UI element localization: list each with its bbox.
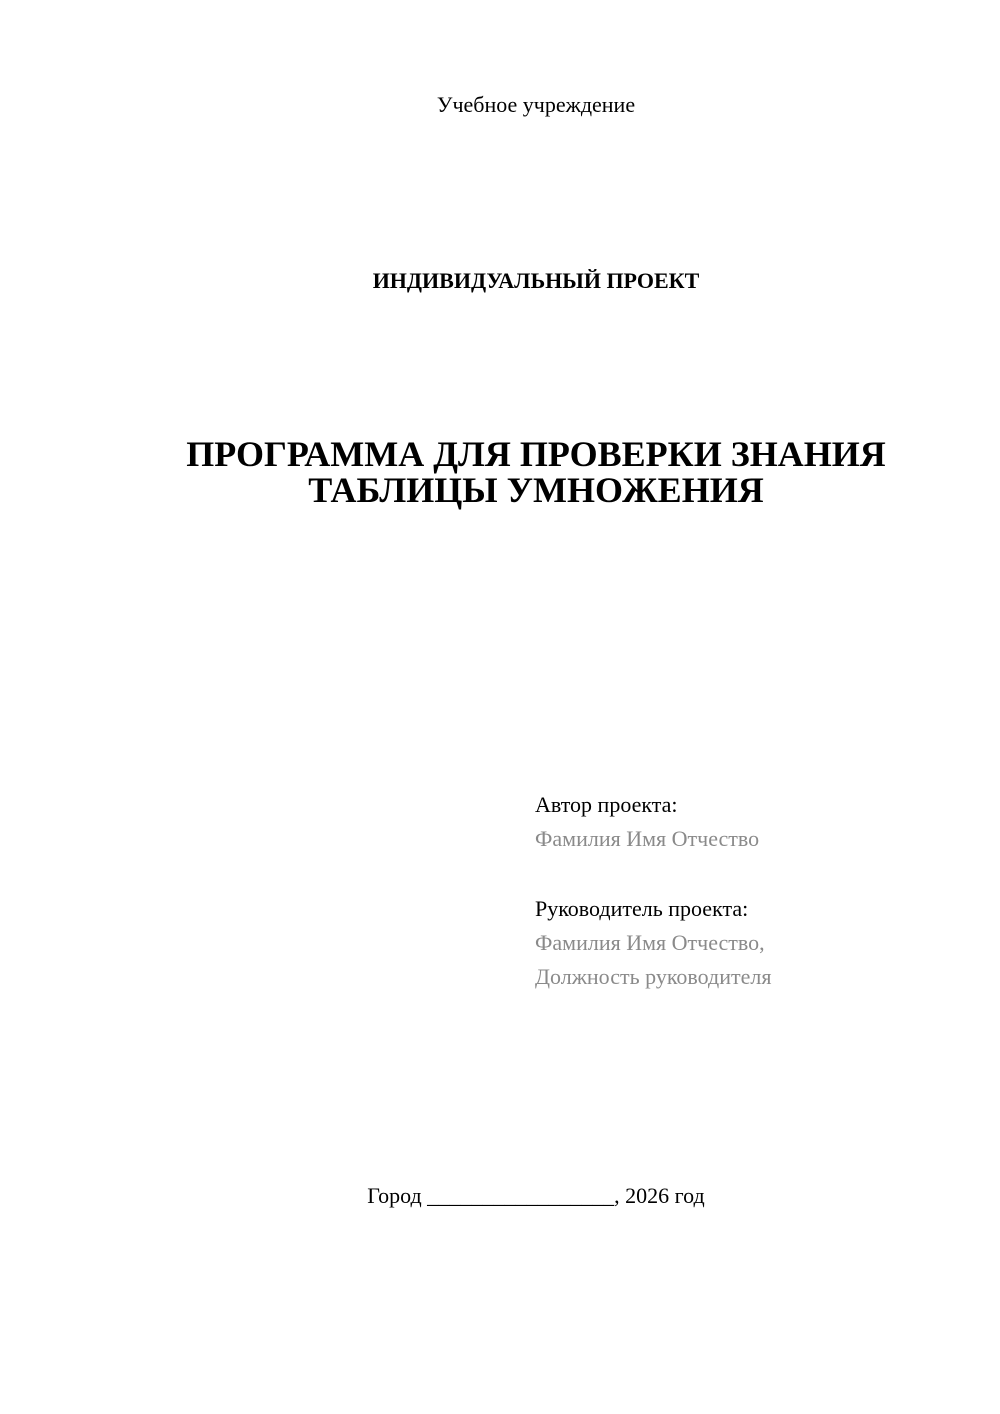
supervisor-position: Должность руководителя	[535, 964, 772, 989]
supervisor-block	[535, 892, 975, 994]
project-title-line-1: ПРОГРАММА ДЛЯ ПРОВЕРКИ ЗНАНИЯ	[186, 434, 886, 474]
city-year-line: Город _________________, 2026 год	[367, 1183, 705, 1208]
supervisor-name: Фамилия Имя Отчество,	[535, 930, 765, 955]
project-title	[0, 436, 1000, 508]
author-name: Фамилия Имя Отчество	[535, 826, 760, 851]
supervisor-label: Руководитель проекта:	[535, 896, 749, 921]
document-type: ИНДИВИДУАЛЬНЫЙ ПРОЕКТ	[372, 268, 700, 293]
institution-name: Учебное учреждение	[436, 92, 636, 117]
author-block	[535, 788, 975, 856]
author-label: Автор проекта:	[535, 792, 678, 817]
credits-block	[535, 788, 975, 994]
project-title-line-2: ТАБЛИЦЫ УМНОЖЕНИЯ	[308, 470, 764, 510]
